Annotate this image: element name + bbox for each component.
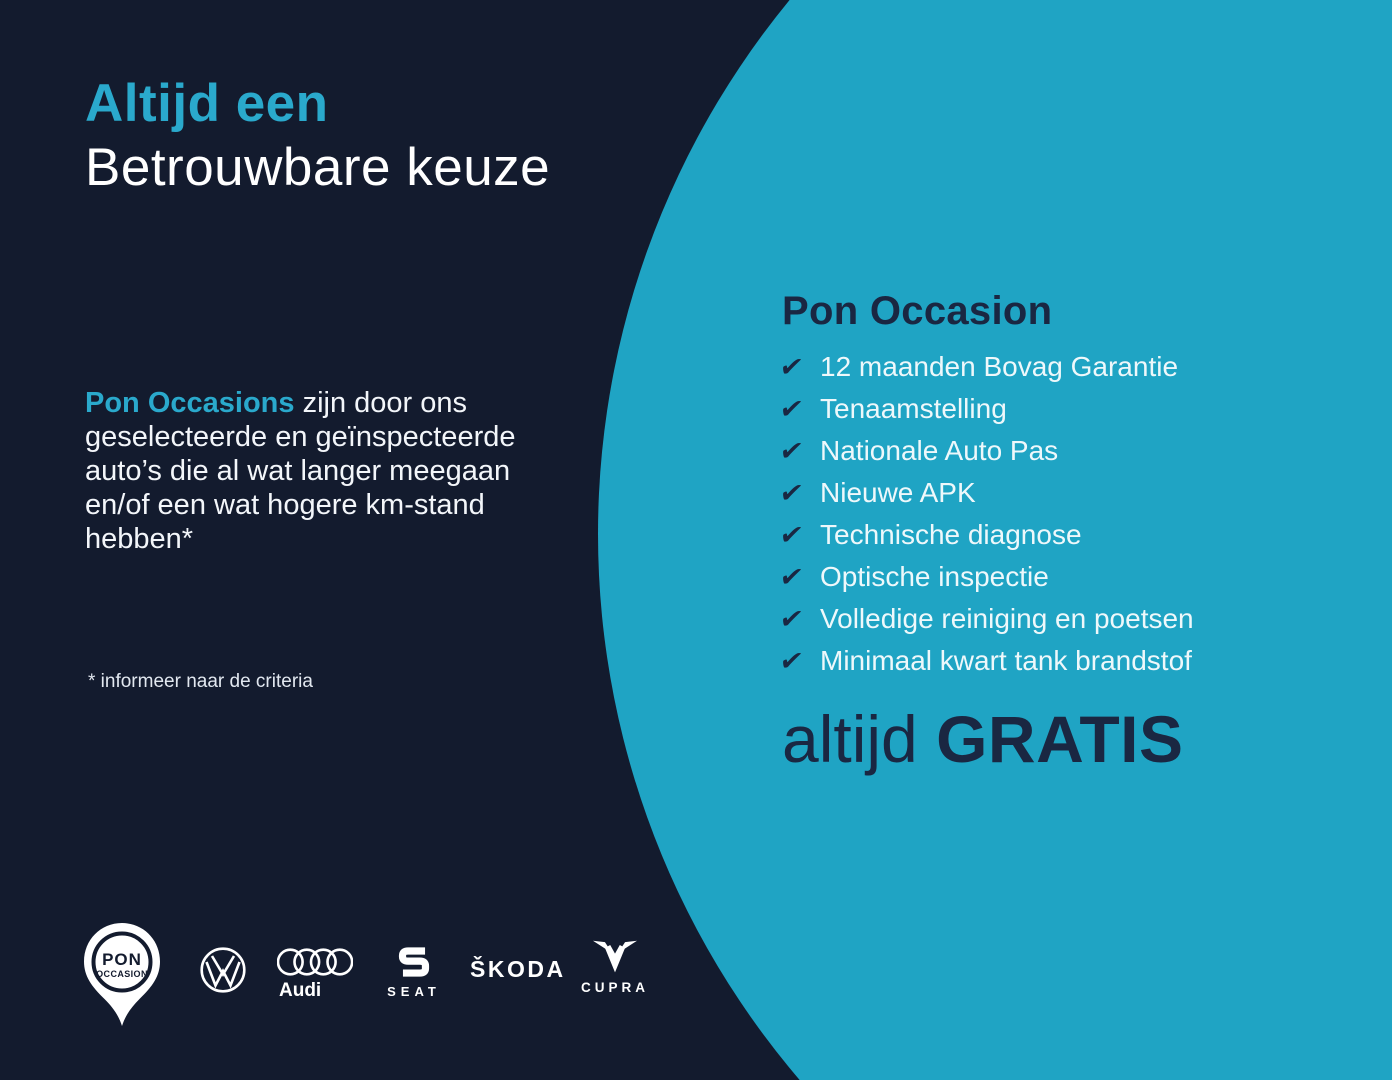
check-icon: ✔ [777, 351, 806, 383]
benefit-label: Technische diagnose [820, 519, 1082, 550]
skoda-wordmark: ŠKODA [470, 956, 566, 982]
benefit-item [777, 640, 1194, 682]
audi-rings-icon [277, 947, 353, 977]
benefit-label: Volledige reiniging en poetsen [820, 603, 1194, 634]
hero-title-rest: Betrouwbare keuze [85, 138, 551, 197]
pon-occasion-pin-logo [82, 922, 162, 1028]
check-icon: ✔ [777, 393, 806, 425]
benefit-label: Tenaamstelling [820, 393, 1007, 424]
intro-text: zijn door ons geselecteerde en geïnspecteerde auto’s die al wat langer meegaan en/of een wat hogere km-stand hebben* [85, 387, 524, 555]
benefit-item [777, 346, 1194, 388]
check-icon: ✔ [777, 645, 806, 677]
benefit-label: 12 maanden Bovag Garantie [820, 351, 1179, 382]
tagline-regular: altijd [782, 702, 937, 776]
cupra-emblem-icon [592, 940, 638, 974]
benefits-heading: Pon Occasion [782, 289, 1053, 333]
cupra-logo [576, 940, 654, 995]
benefits-panel [777, 288, 1194, 778]
benefit-label: Nieuwe APK [820, 477, 976, 508]
seat-s-icon [397, 945, 431, 979]
volkswagen-logo [199, 946, 247, 994]
footnote: * informeer naar de criteria [88, 671, 313, 692]
benefit-label: Optische inspectie [820, 561, 1049, 592]
audi-logo [277, 947, 353, 1002]
benefit-item [777, 514, 1194, 556]
vw-icon [199, 946, 247, 994]
intro-paragraph [85, 386, 577, 556]
pon-pin-line1: PON [102, 950, 142, 969]
benefit-item [777, 472, 1194, 514]
benefit-item [777, 430, 1194, 472]
cupra-wordmark: CUPRA [580, 980, 649, 995]
map-pin-icon [82, 922, 162, 1028]
skoda-logo [470, 956, 566, 983]
tagline [782, 700, 1194, 778]
benefit-item [777, 556, 1194, 598]
benefit-label: Minimaal kwart tank brandstof [820, 645, 1192, 676]
check-icon: ✔ [777, 561, 806, 593]
hero-heading [85, 72, 550, 200]
audi-wordmark: Audi [279, 980, 322, 1001]
benefit-label: Nationale Auto Pas [820, 435, 1059, 466]
seat-logo [382, 945, 446, 999]
check-icon: ✔ [777, 603, 806, 635]
pon-pin-line2: OCCASION [96, 969, 148, 979]
check-icon: ✔ [777, 435, 806, 467]
benefit-item [777, 388, 1194, 430]
tagline-bold: GRATIS [936, 702, 1184, 776]
hero-title-accent: Altijd een [85, 74, 329, 133]
benefit-item [777, 598, 1194, 640]
check-icon: ✔ [777, 477, 806, 509]
seat-wordmark: SEAT [387, 984, 441, 999]
intro-lead: Pon Occasions [85, 387, 295, 419]
check-icon: ✔ [777, 519, 806, 551]
benefits-list [777, 346, 1194, 682]
